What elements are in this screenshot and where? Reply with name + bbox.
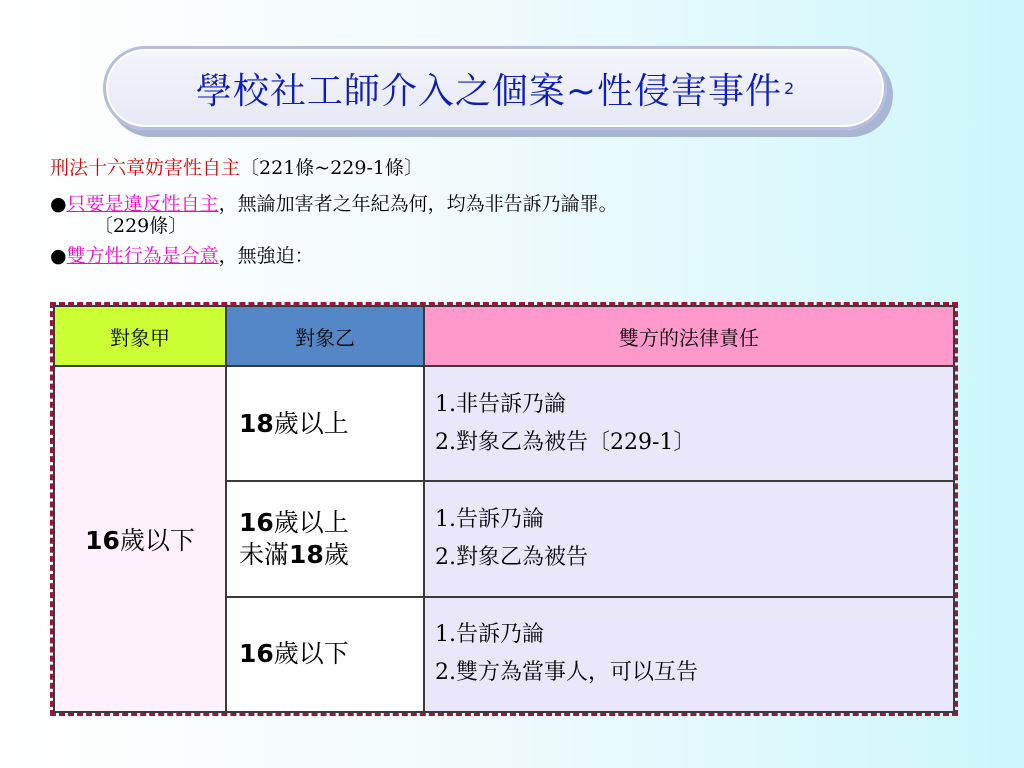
party-a-age-text: 歲以下 bbox=[119, 526, 195, 555]
liability-2 bbox=[424, 481, 954, 596]
party-a-age-num: 16 bbox=[85, 526, 120, 555]
bullet-2-highlight: 雙方性行為是合意 bbox=[66, 245, 219, 267]
header-liability: 雙方的法律責任 bbox=[424, 306, 954, 366]
bullet-2-text: ，無強迫： bbox=[218, 245, 314, 267]
law-reference-line bbox=[50, 150, 980, 186]
page-title: 學校社工師介入之個案~性侵害事件 bbox=[195, 70, 782, 112]
party-b-age-2-num: 16 bbox=[239, 507, 274, 537]
liability-2-item-1: 1.告訴乃論 bbox=[435, 506, 544, 532]
liability-3 bbox=[424, 597, 954, 712]
liability-table-frame bbox=[50, 302, 958, 716]
header-party-b: 對象乙 bbox=[226, 306, 424, 366]
page-title-number: 2 bbox=[783, 78, 795, 98]
bullet-dot-2: ● bbox=[50, 245, 67, 267]
table-header-row bbox=[54, 306, 954, 366]
party-a-age bbox=[54, 366, 226, 712]
party-b-age-2-text: 歲以上 bbox=[273, 507, 349, 537]
liability-table bbox=[53, 305, 955, 713]
bullet-dot-1: ● bbox=[50, 193, 67, 215]
party-b-age-2-num2: 18 bbox=[289, 539, 324, 569]
liability-1-item-1: 1.非告訴乃論 bbox=[435, 391, 566, 417]
header-party-a: 對象甲 bbox=[54, 306, 226, 366]
party-b-age-3 bbox=[226, 597, 424, 712]
intro-section bbox=[50, 150, 980, 274]
bullet-2 bbox=[50, 238, 980, 274]
party-b-age-2-prefix: 未滿 bbox=[239, 539, 290, 569]
bullet-1-ref: 〔229條〕 bbox=[94, 215, 188, 237]
party-b-age-1-num: 18 bbox=[239, 408, 274, 438]
table-row bbox=[54, 366, 954, 481]
law-chapter: 刑法十六章妨害性自主 bbox=[50, 157, 241, 179]
party-b-age-2 bbox=[226, 481, 424, 596]
bullet-1-highlight: 只要是違反性自主 bbox=[66, 193, 219, 215]
liability-3-item-1: 1.告訴乃論 bbox=[435, 622, 544, 648]
liability-2-item-2: 2.對象乙為被告 bbox=[435, 544, 588, 570]
party-b-age-2-suffix: 歲 bbox=[323, 539, 349, 569]
party-b-age-3-text: 歲以下 bbox=[273, 639, 349, 669]
law-articles: 〔221條~229-1條〕 bbox=[240, 157, 423, 179]
bullet-1-text: ，無論加害者之年紀為何，均為非告訴乃論罪。 bbox=[218, 193, 618, 215]
party-b-age-1-text: 歲以上 bbox=[273, 408, 349, 438]
liability-3-item-2: 2.雙方為當事人，可以互告 bbox=[435, 660, 698, 686]
liability-1 bbox=[424, 366, 954, 481]
title-banner bbox=[103, 46, 887, 130]
party-b-age-3-num: 16 bbox=[239, 639, 274, 669]
liability-1-item-2: 2.對象乙為被告〔229-1〕 bbox=[435, 429, 696, 455]
party-b-age-1 bbox=[226, 366, 424, 481]
